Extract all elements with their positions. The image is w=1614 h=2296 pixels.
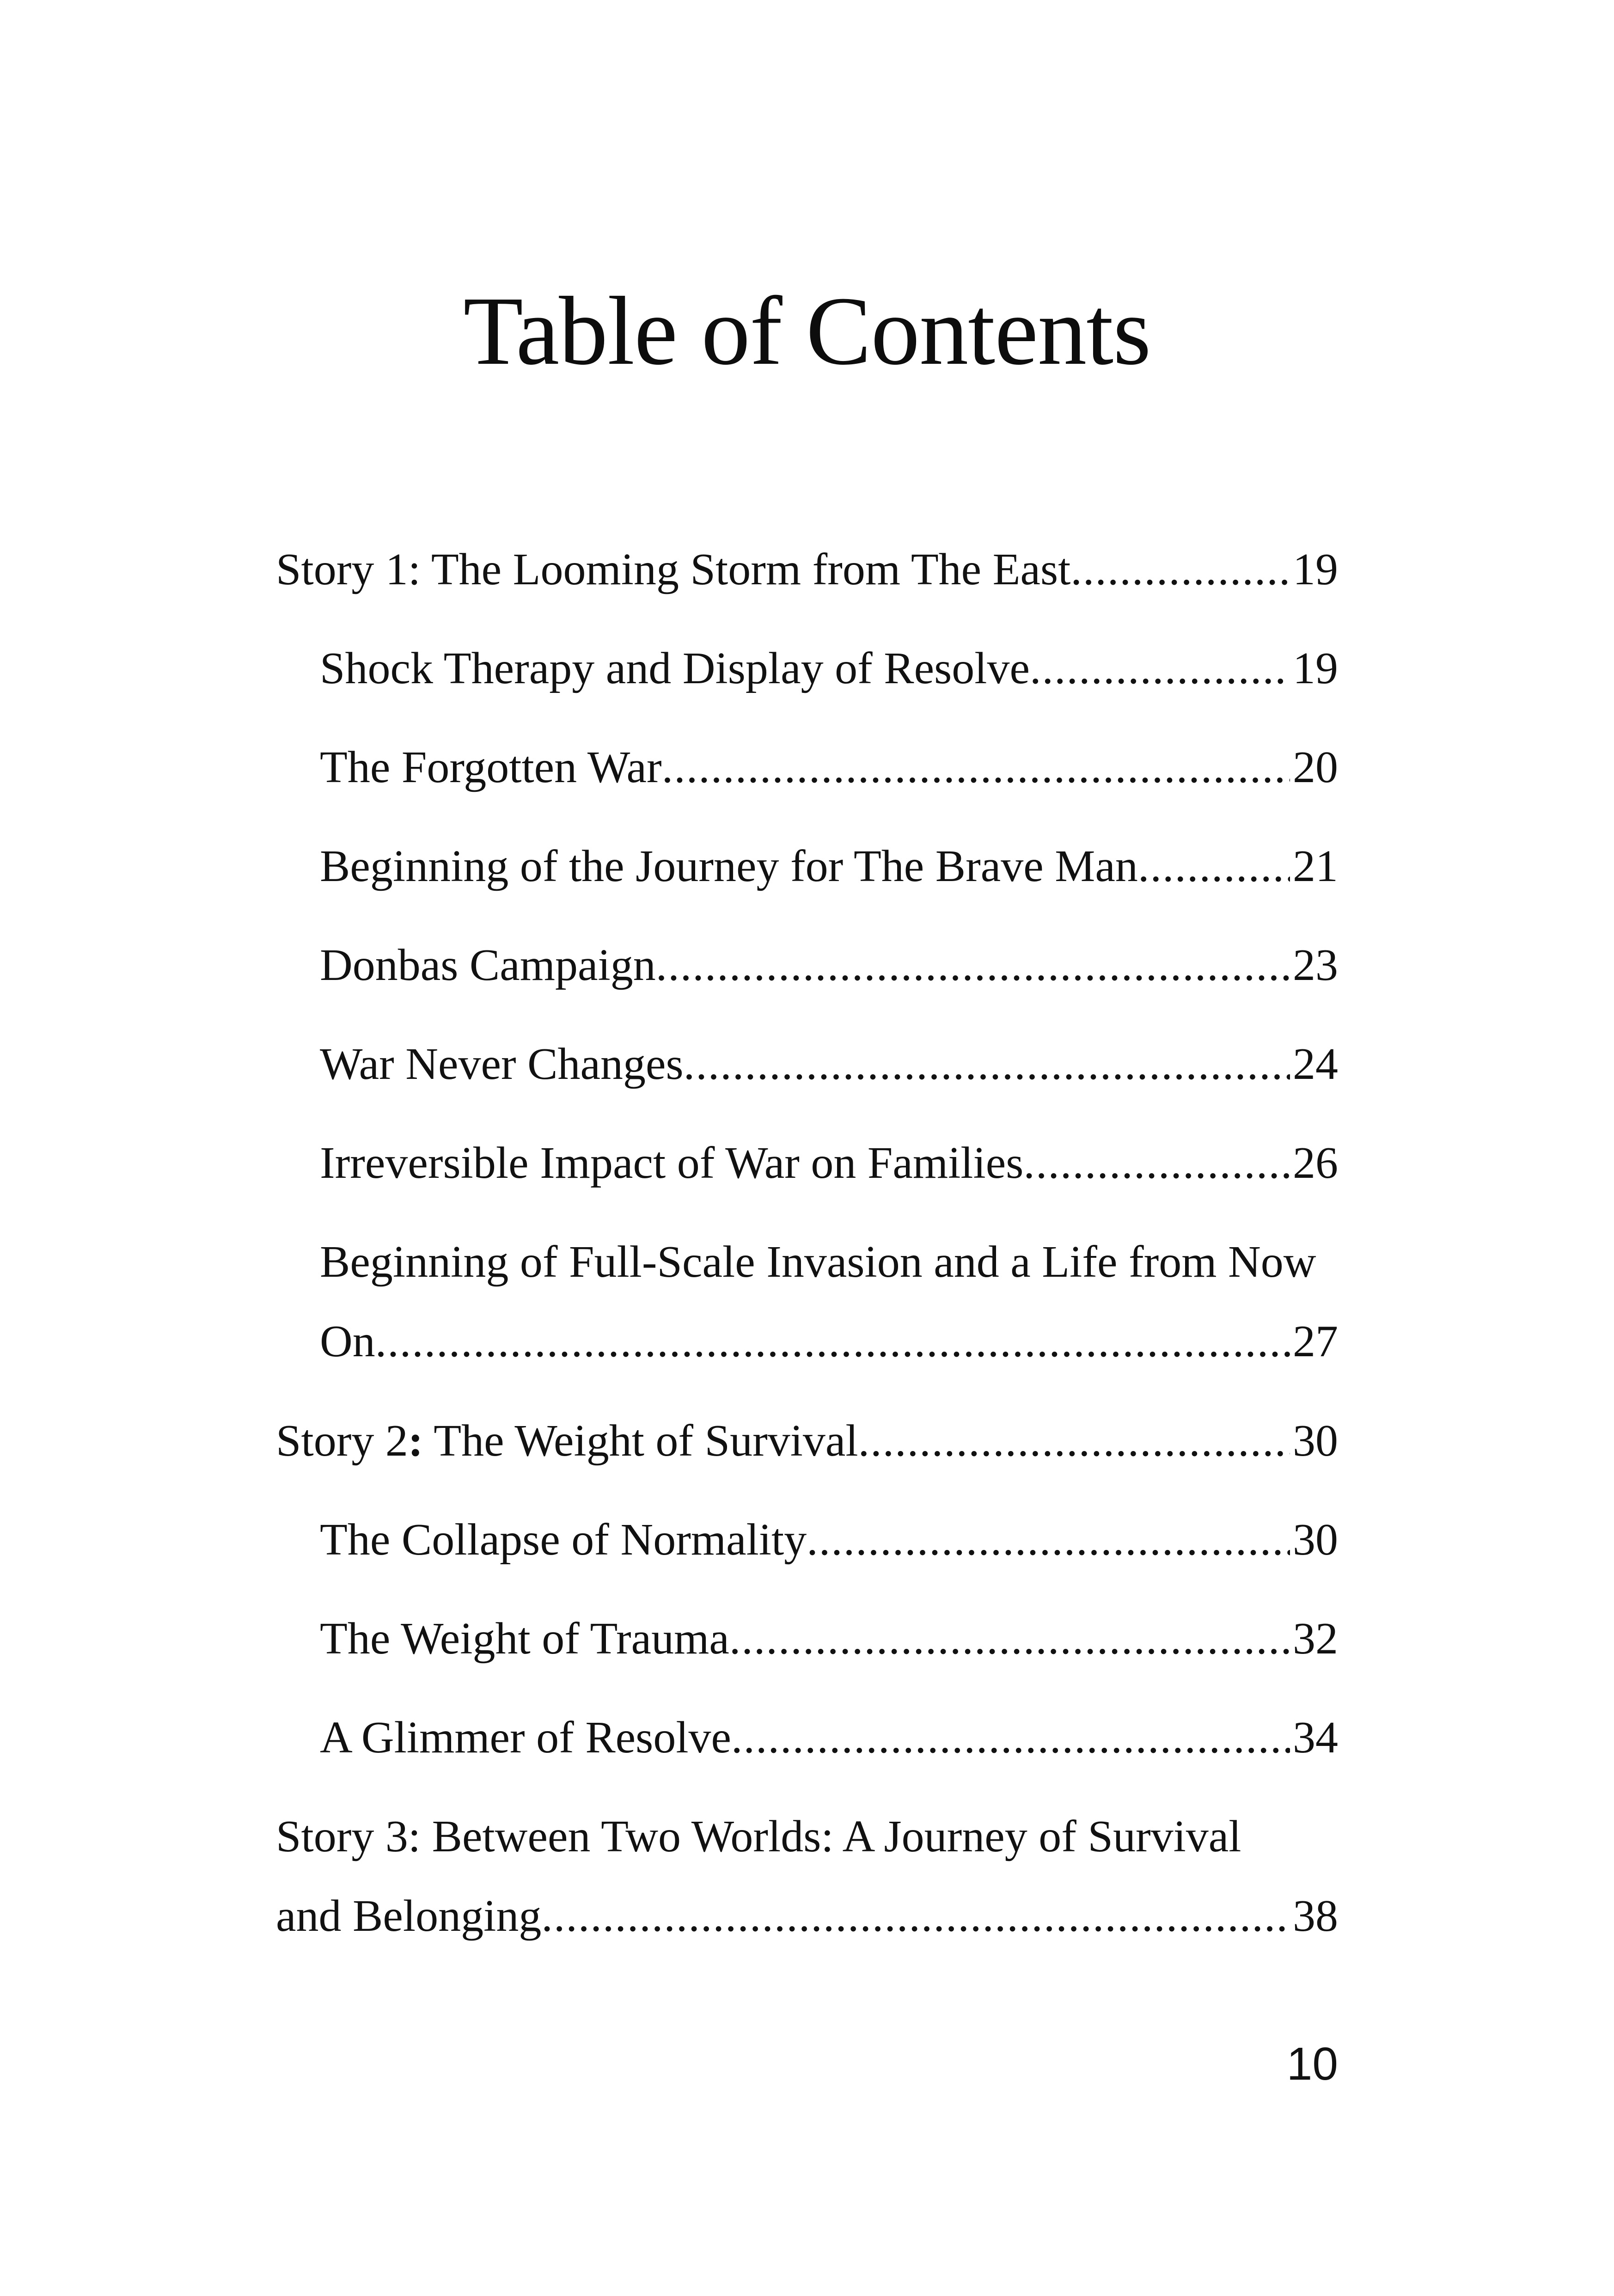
toc-entry-story-3[interactable]: [276, 1814, 1338, 1939]
toc-entry-page: 23: [1293, 940, 1338, 990]
dot-leader: [1070, 547, 1290, 592]
toc-entry-page: 26: [1293, 1138, 1338, 1188]
toc-entry-title-line-2: On: [320, 1316, 375, 1366]
dot-leader: [729, 1616, 1290, 1661]
toc-entry-title-line-1: Story 3: Between Two Worlds: A Journey of Survival: [276, 1812, 1241, 1861]
dot-leader: [1023, 1140, 1290, 1186]
dot-leader: [858, 1418, 1290, 1463]
dot-leader: [1138, 844, 1290, 889]
page-title: Table of Contents: [463, 276, 1151, 385]
toc-entry-title: Story 1: The Looming Storm from The East: [276, 545, 1071, 594]
toc-entry-war-never-changes[interactable]: [320, 1041, 1338, 1087]
toc-entry-title: Irreversible Impact of War on Families: [320, 1138, 1024, 1188]
toc-entry-title: Shock Therapy and Display of Resolve: [320, 643, 1030, 693]
toc-entry-page: 30: [1293, 1416, 1338, 1466]
dot-leader: [807, 1517, 1290, 1562]
toc-entry-title: Beginning of the Journey for The Brave Man: [320, 841, 1138, 891]
toc-entry-page: 19: [1293, 643, 1338, 693]
toc-entry-page: 38: [1293, 1891, 1338, 1941]
toc-entry-title: War Never Changes: [320, 1039, 684, 1089]
dot-leader: [662, 745, 1290, 790]
toc-entry-title: A Glimmer of Resolve: [320, 1713, 732, 1763]
dot-leader: [656, 943, 1290, 988]
toc-entry-weight-of-trauma[interactable]: [320, 1614, 1338, 1664]
toc-entry-collapse-of-normality[interactable]: [320, 1515, 1338, 1565]
toc-entry-full-scale-invasion[interactable]: [320, 1239, 1338, 1364]
toc-entry-page: 19: [1293, 545, 1338, 594]
toc-entry-page: 32: [1293, 1614, 1338, 1664]
toc-entry-title-line-1: Beginning of Full-Scale Invasion and a Life from Now: [320, 1237, 1316, 1287]
toc-entry-page: 34: [1293, 1713, 1338, 1763]
toc-entry-page: 20: [1293, 742, 1338, 792]
toc-entry-story-1[interactable]: [276, 547, 1338, 592]
toc-entry-page: 27: [1293, 1316, 1338, 1366]
dot-leader: [375, 1319, 1290, 1364]
toc-entry-shock-therapy[interactable]: [320, 643, 1338, 693]
toc-entry-page: 30: [1293, 1515, 1338, 1565]
toc-entry-title: The Collapse of Normality: [320, 1515, 807, 1565]
toc-entry-page: 21: [1293, 841, 1338, 891]
toc-entry-glimmer-of-resolve[interactable]: [320, 1713, 1338, 1763]
toc-entry-title: The Forgotten War: [320, 742, 662, 792]
dot-leader: [541, 1893, 1290, 1939]
toc-entry-impact-on-families[interactable]: [320, 1140, 1338, 1186]
toc-entry-brave-man[interactable]: [320, 841, 1338, 891]
dot-leader: [1030, 646, 1290, 691]
toc-entry-title: Donbas Campaign: [320, 940, 656, 990]
page-number: 10: [1286, 2038, 1338, 2090]
toc-entry-forgotten-war[interactable]: [320, 742, 1338, 792]
dot-leader: [731, 1715, 1290, 1760]
toc-entry-title: Story 2: The Weight of Survival: [276, 1416, 858, 1466]
toc-entry-page: 24: [1293, 1039, 1338, 1089]
toc-entry-title-line-2: and Belonging: [276, 1891, 542, 1941]
toc-entry-story-2[interactable]: [276, 1416, 1338, 1466]
dot-leader: [684, 1041, 1290, 1087]
toc-entry-donbas-campaign[interactable]: [320, 940, 1338, 990]
toc-entry-title: The Weight of Trauma: [320, 1614, 729, 1664]
